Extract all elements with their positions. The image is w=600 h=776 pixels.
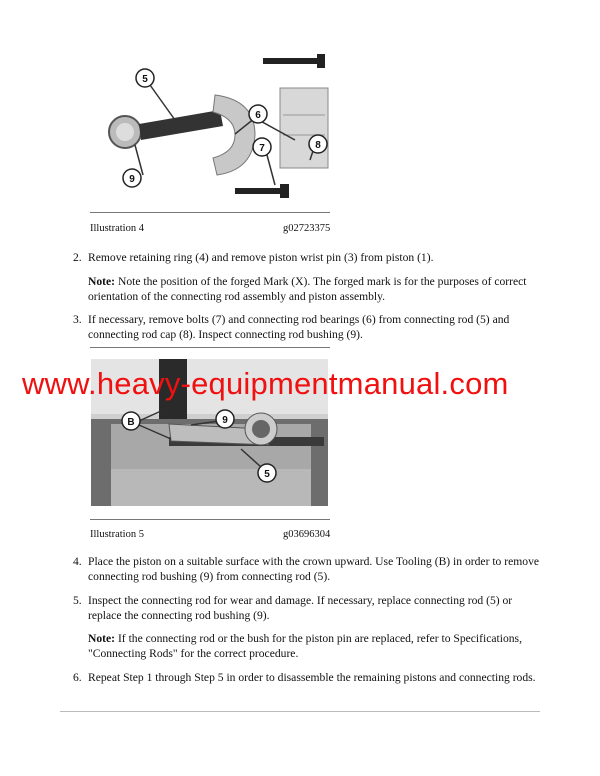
step-note (88, 275, 543, 304)
divider (90, 212, 330, 213)
callout-9: 9 (222, 415, 228, 426)
figure-id: g02723375 (283, 223, 331, 234)
callout-5: 5 (264, 469, 270, 480)
callout-5: 5 (142, 74, 148, 85)
step-number: 6. (73, 671, 82, 684)
figure-id: g03696304 (283, 529, 331, 540)
divider (90, 347, 330, 348)
callout-9: 9 (129, 174, 135, 185)
callout-7: 7 (259, 143, 265, 154)
callout-8: 8 (315, 140, 321, 151)
step-number: 3. (73, 313, 82, 326)
step-text: Place the piston on a suitable surface with the crown upward. Use Tooling (B) in order to remove connecting rod bushing (9) from connecting rod (5). (88, 555, 540, 583)
note-label: Note: (88, 632, 116, 645)
note-text: Note the position of the forged Mark (X). The forged mark is for the purposes of correct orientation of the connecting rod assembly and piston assembly. (88, 275, 527, 303)
step-text: Remove retaining ring (4) and remove piston wrist pin (3) from piston (1). (88, 251, 434, 264)
figure-caption: Illustration 5 (90, 529, 144, 540)
connecting-rod-exploded-illustration (95, 40, 335, 205)
step-text: Inspect the connecting rod for wear and damage. If necessary, replace connecting rod (5) or replace the connecting rod bushing (9). (88, 594, 513, 622)
page-bottom-divider (60, 711, 540, 712)
callout-b: B (127, 417, 135, 428)
step-number: 4. (73, 555, 82, 568)
step-text: If necessary, remove bolts (7) and connecting rod bearings (6) from connecting rod (5) and connecting rod cap (8). Inspect connecting rod bushing (9). (88, 313, 510, 341)
callout-6: 6 (255, 110, 261, 121)
step-number: 2. (73, 251, 82, 264)
step-note (88, 632, 543, 661)
step-text: Repeat Step 1 through Step 5 in order to disassemble the remaining pistons and connecting rods. (88, 671, 536, 684)
divider (90, 519, 330, 520)
note-text: If the connecting rod or the bush for the piston pin are replaced, refer to Specifications, "Connecting Rods" for the correct procedure. (88, 632, 522, 660)
figure-caption: Illustration 4 (90, 223, 144, 234)
step-number: 5. (73, 594, 82, 607)
watermark: www.heavy-equipmentmanual.com (22, 366, 509, 401)
note-label: Note: (88, 275, 116, 288)
